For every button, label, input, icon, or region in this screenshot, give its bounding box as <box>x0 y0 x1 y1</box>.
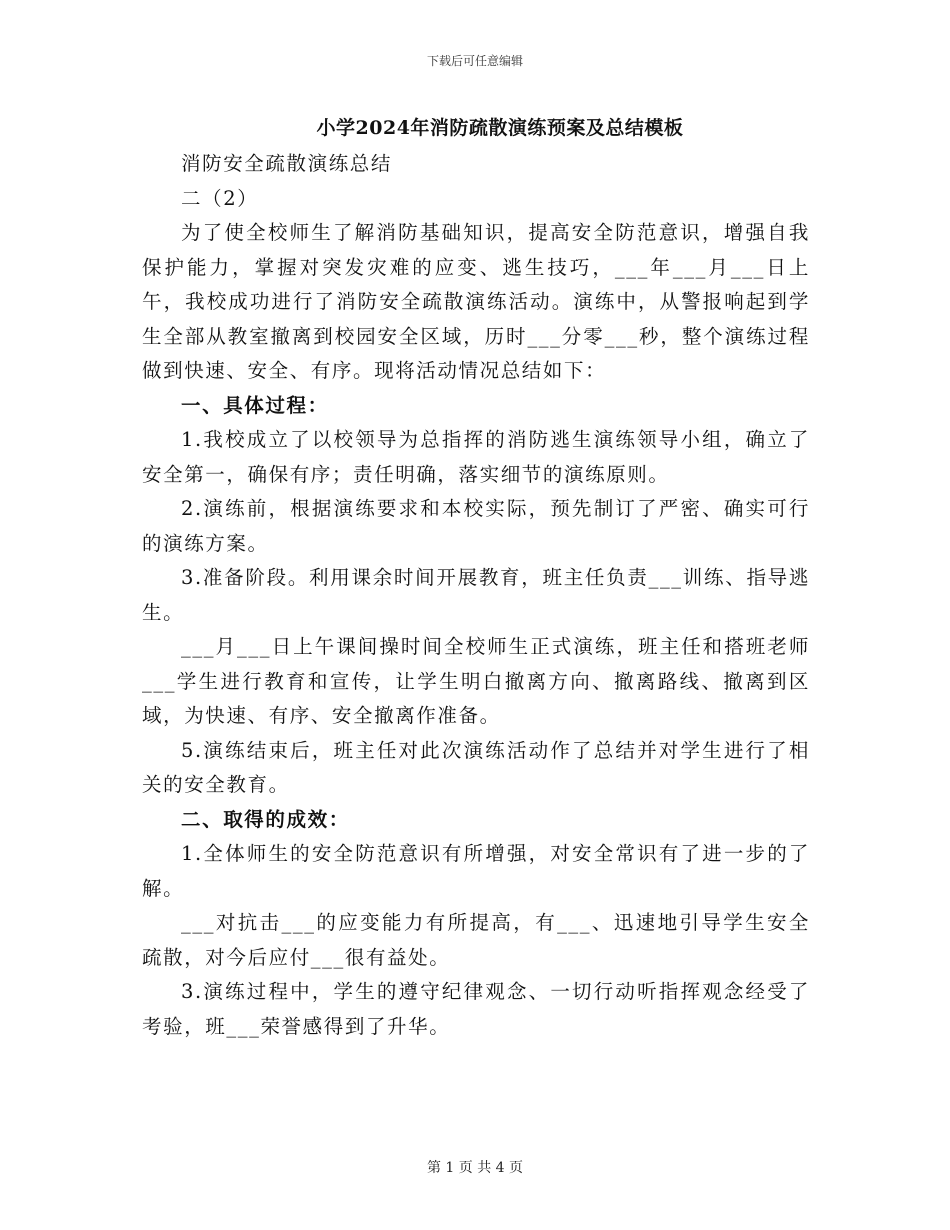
header-note: 下载后可任意编辑 <box>426 54 523 68</box>
paragraph-class-label: 二（2） <box>181 186 259 210</box>
paragraph-process-4: ___月___日上午课间操时间全校师生正式演练，班主任和搭班老师___学生进行教育和宣传，让学生明白撤离方向、撤离路线、撤离到区域，为快速、有序、安全撤离作准备。 <box>142 635 810 727</box>
paragraph-process-2: 2.演练前，根据演练要求和本校实际，预先制订了严密、确实可行的演练方案。 <box>142 497 810 555</box>
document-body <box>142 147 810 1044</box>
paragraph-process-3: 3.准备阶段。利用课余时间开展教育，班主任负责___训练、指导逃生。 <box>142 566 810 624</box>
section-heading-process: 一、具体过程： <box>181 393 329 417</box>
paragraph-process-5: 5.演练结束后，班主任对此次演练活动作了总结并对学生进行了相关的安全教育。 <box>142 738 810 796</box>
paragraph-intro: 为了使全校师生了解消防基础知识，提高安全防范意识，增强自我保护能力，掌握对突发灾难的应变、逃生技巧，___年___月___日上午，我校成功进行了消防安全疏散演练活动。演练中，从警报响起到学生全部从教室撤离到校园安全区域，历时___分零___秒，整个演练过程做到快速、安全、有序。现将活动情况总结如下： <box>142 221 810 382</box>
document-title: 小学2024年消防疏散演练预案及总结模板 <box>316 117 684 139</box>
paragraph-result-3: 3.演练过程中，学生的遵守纪律观念、一切行动听指挥观念经受了考验，班___荣誉感得到了升华。 <box>142 980 810 1038</box>
paragraph-result-1: 1.全体师生的安全防范意识有所增强，对安全常识有了进一步的了解。 <box>142 842 810 900</box>
section-heading-results: 二、取得的成效： <box>181 807 350 831</box>
paragraph-subtitle: 消防安全疏散演练总结 <box>181 152 393 175</box>
paragraph-process-1: 1.我校成立了以校领导为总指挥的消防逃生演练领导小组，确立了安全第一，确保有序；责任明确，落实细节的演练原则。 <box>142 428 810 486</box>
page-footer: 第 1 页 共 4 页 <box>426 1160 524 1176</box>
paragraph-result-2: ___对抗击___的应变能力有所提高，有___、迅速地引导学生安全疏散，对今后应付___很有益处。 <box>142 911 810 969</box>
